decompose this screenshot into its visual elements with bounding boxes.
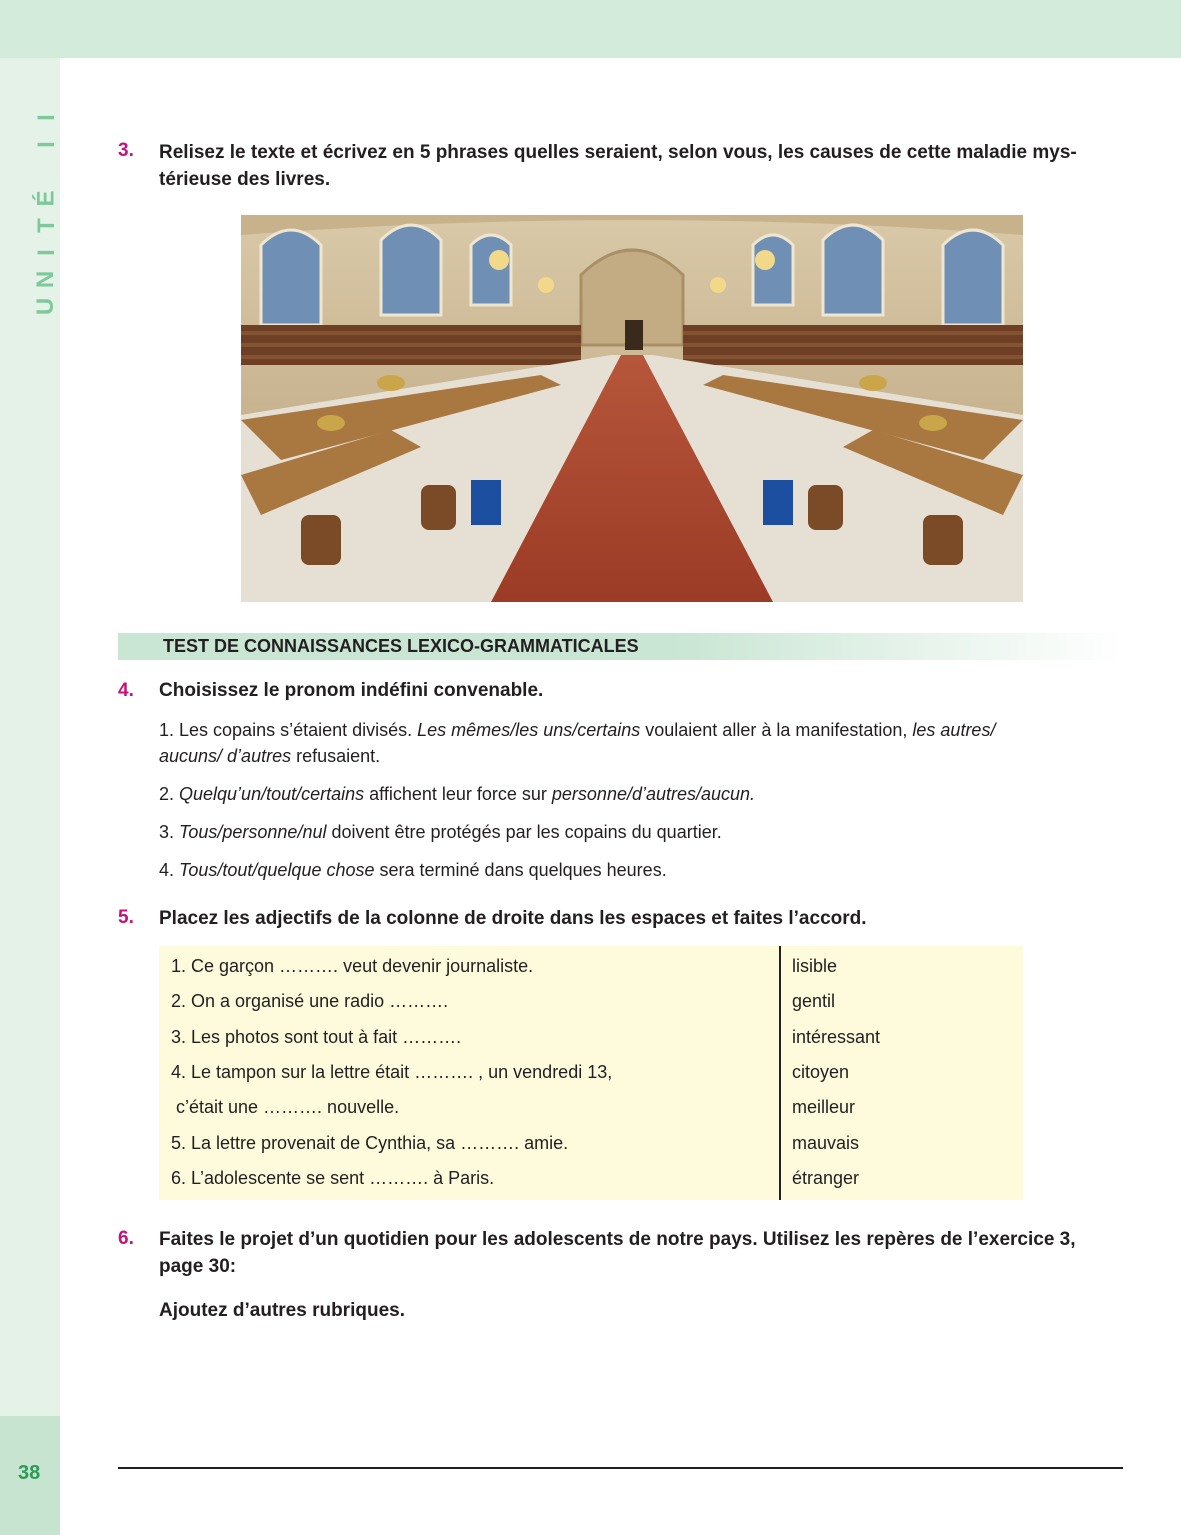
sentence-row: 6. L’adolescente se sent ………. à Paris. — [171, 1168, 495, 1188]
adjective-cell: citoyen — [792, 1062, 850, 1082]
sentence-row: 5. La lettre provenait de Cynthia, sa ………. amie. — [171, 1133, 569, 1153]
exercise-3-instruction — [159, 139, 1123, 193]
exercise-3-number: 3. — [118, 140, 134, 161]
item-text: voulaient aller à la manifestation, — [640, 720, 913, 740]
exercise-4-item-4 — [159, 857, 667, 883]
unit-label: U N I T É I I — [32, 114, 60, 316]
item-choices: Les mêmes/les uns/certains — [417, 720, 641, 740]
item-choices: Tous/personne/nul — [179, 822, 327, 842]
adjective-cell: étranger — [792, 1168, 860, 1188]
sentence-row: 2. On a organisé une radio ………. — [171, 991, 449, 1011]
exercise-6-line-1: Faites le projet d’un quotidien pour les adolescents de notre pays. Utilisez les repères de l’exercice 3, — [159, 1229, 1076, 1250]
adjective-table — [159, 946, 1023, 1200]
item-text: refusaient. — [291, 746, 381, 766]
item-choices: personne/d’autres/aucun. — [551, 784, 756, 804]
exercise-4-number: 4. — [118, 680, 134, 701]
adjective-cell: gentil — [792, 991, 836, 1011]
section-header-bar — [118, 633, 1123, 660]
item-choices: aucuns/ d’autres — [159, 746, 292, 766]
exercise-6-extra: Ajoutez d’autres rubriques. — [159, 1300, 405, 1321]
item-text: affichent leur force sur — [364, 784, 552, 804]
item-choices: les autres/ — [912, 720, 996, 740]
sentence-row: 1. Ce garçon ………. veut devenir journaliste. — [171, 956, 534, 976]
item-choices: Tous/tout/quelque chose — [179, 860, 375, 880]
item-text: doivent être protégés par les copains du quartier. — [326, 822, 722, 842]
exercise-5-number: 5. — [118, 907, 134, 928]
item-text: 1. Les copains s’étaient divisés. — [159, 720, 418, 740]
exercise-5-instruction: Placez les adjectifs de la colonne de droite dans les espaces et faites l’accord. — [159, 908, 867, 929]
exercise-6-instruction — [159, 1226, 1123, 1280]
adjective-cell: intéressant — [792, 1027, 881, 1047]
adjective-cell: mauvais — [792, 1133, 860, 1153]
exercise-3-line-1: Relisez le texte et écrivez en 5 phrases quelles seraient, selon vous, les causes de cette maladie mys- — [159, 142, 1077, 163]
library-illustration — [241, 215, 1023, 602]
exercise-4-item-1 — [159, 717, 1123, 769]
sentence-row: 4. Le tampon sur la lettre était ………. , un vendredi 13, — [171, 1062, 613, 1082]
exercise-6-line-2: page 30: — [159, 1256, 237, 1277]
item-text: 3. — [159, 822, 180, 842]
section-title: TEST DE CONNAISSANCES LEXICO-GRAMMATICALES — [163, 636, 639, 656]
exercise-3-line-2: térieuse des livres. — [159, 169, 331, 190]
sentence-row: 3. Les photos sont tout à fait ………. — [171, 1027, 462, 1047]
exercise-6-number: 6. — [118, 1228, 134, 1249]
exercise-4-instruction: Choisissez le pronom indéfini convenable. — [159, 680, 544, 701]
header-band — [0, 0, 1181, 58]
item-text: sera terminé dans quelques heures. — [374, 860, 667, 880]
library-reading-room-photo — [241, 215, 1023, 602]
exercise-4-item-3 — [159, 819, 722, 845]
item-text: 2. — [159, 784, 180, 804]
table-divider — [779, 946, 781, 1200]
item-choices: Quelqu’un/tout/certains — [179, 784, 365, 804]
sentence-row: c’était une ………. nouvelle. — [171, 1097, 400, 1117]
adjective-cell: meilleur — [792, 1097, 856, 1117]
item-text: 4. — [159, 860, 180, 880]
page-number: 38 — [18, 1462, 41, 1484]
footer-rule — [118, 1467, 1123, 1469]
exercise-4-item-2 — [159, 781, 755, 807]
adjective-cell: lisible — [792, 956, 838, 976]
